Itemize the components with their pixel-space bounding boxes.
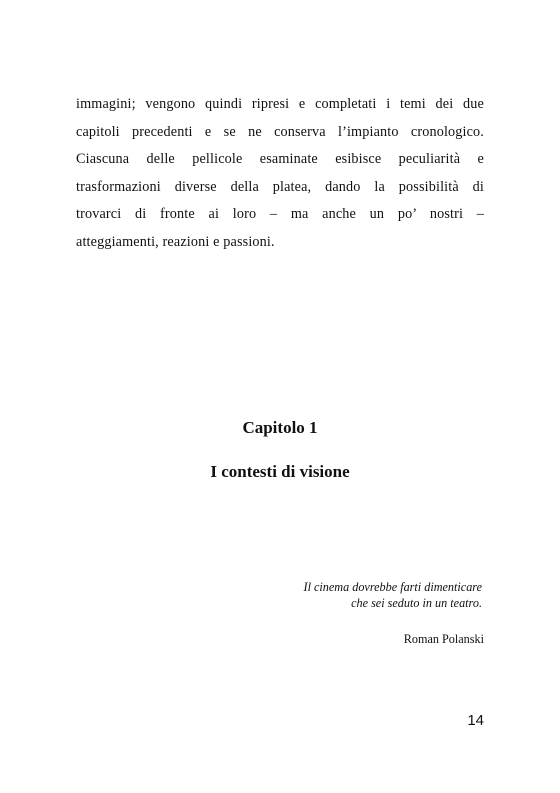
body-line: immagini; vengono quindi ripresi e completati i temi dei due <box>76 96 484 112</box>
epigraph-quote <box>182 580 482 611</box>
chapter-number: Capitolo 1 <box>242 418 318 437</box>
page-number: 14 <box>467 712 484 729</box>
body-line: capitoli precedenti e se ne conserva l’impianto cronologico. <box>76 123 484 140</box>
epigraph-author: Roman Polanski <box>403 632 484 646</box>
body-line: trovarci di fronte ai loro – ma anche un po’ nostri – <box>76 206 484 222</box>
body-line: Ciascuna delle pellicole esaminate esibisce peculiarità e <box>76 151 484 167</box>
body-line: trasformazioni diverse della platea, dando la possibilità di <box>76 178 484 195</box>
epigraph-line: Il cinema dovrebbe farti dimenticare <box>303 580 482 594</box>
chapter-title: I contesti di visione <box>210 462 350 481</box>
body-paragraph <box>76 91 484 256</box>
body-line: atteggiamenti, reazioni e passioni. <box>76 233 275 250</box>
epigraph-line: che sei seduto in un teatro. <box>351 595 482 610</box>
